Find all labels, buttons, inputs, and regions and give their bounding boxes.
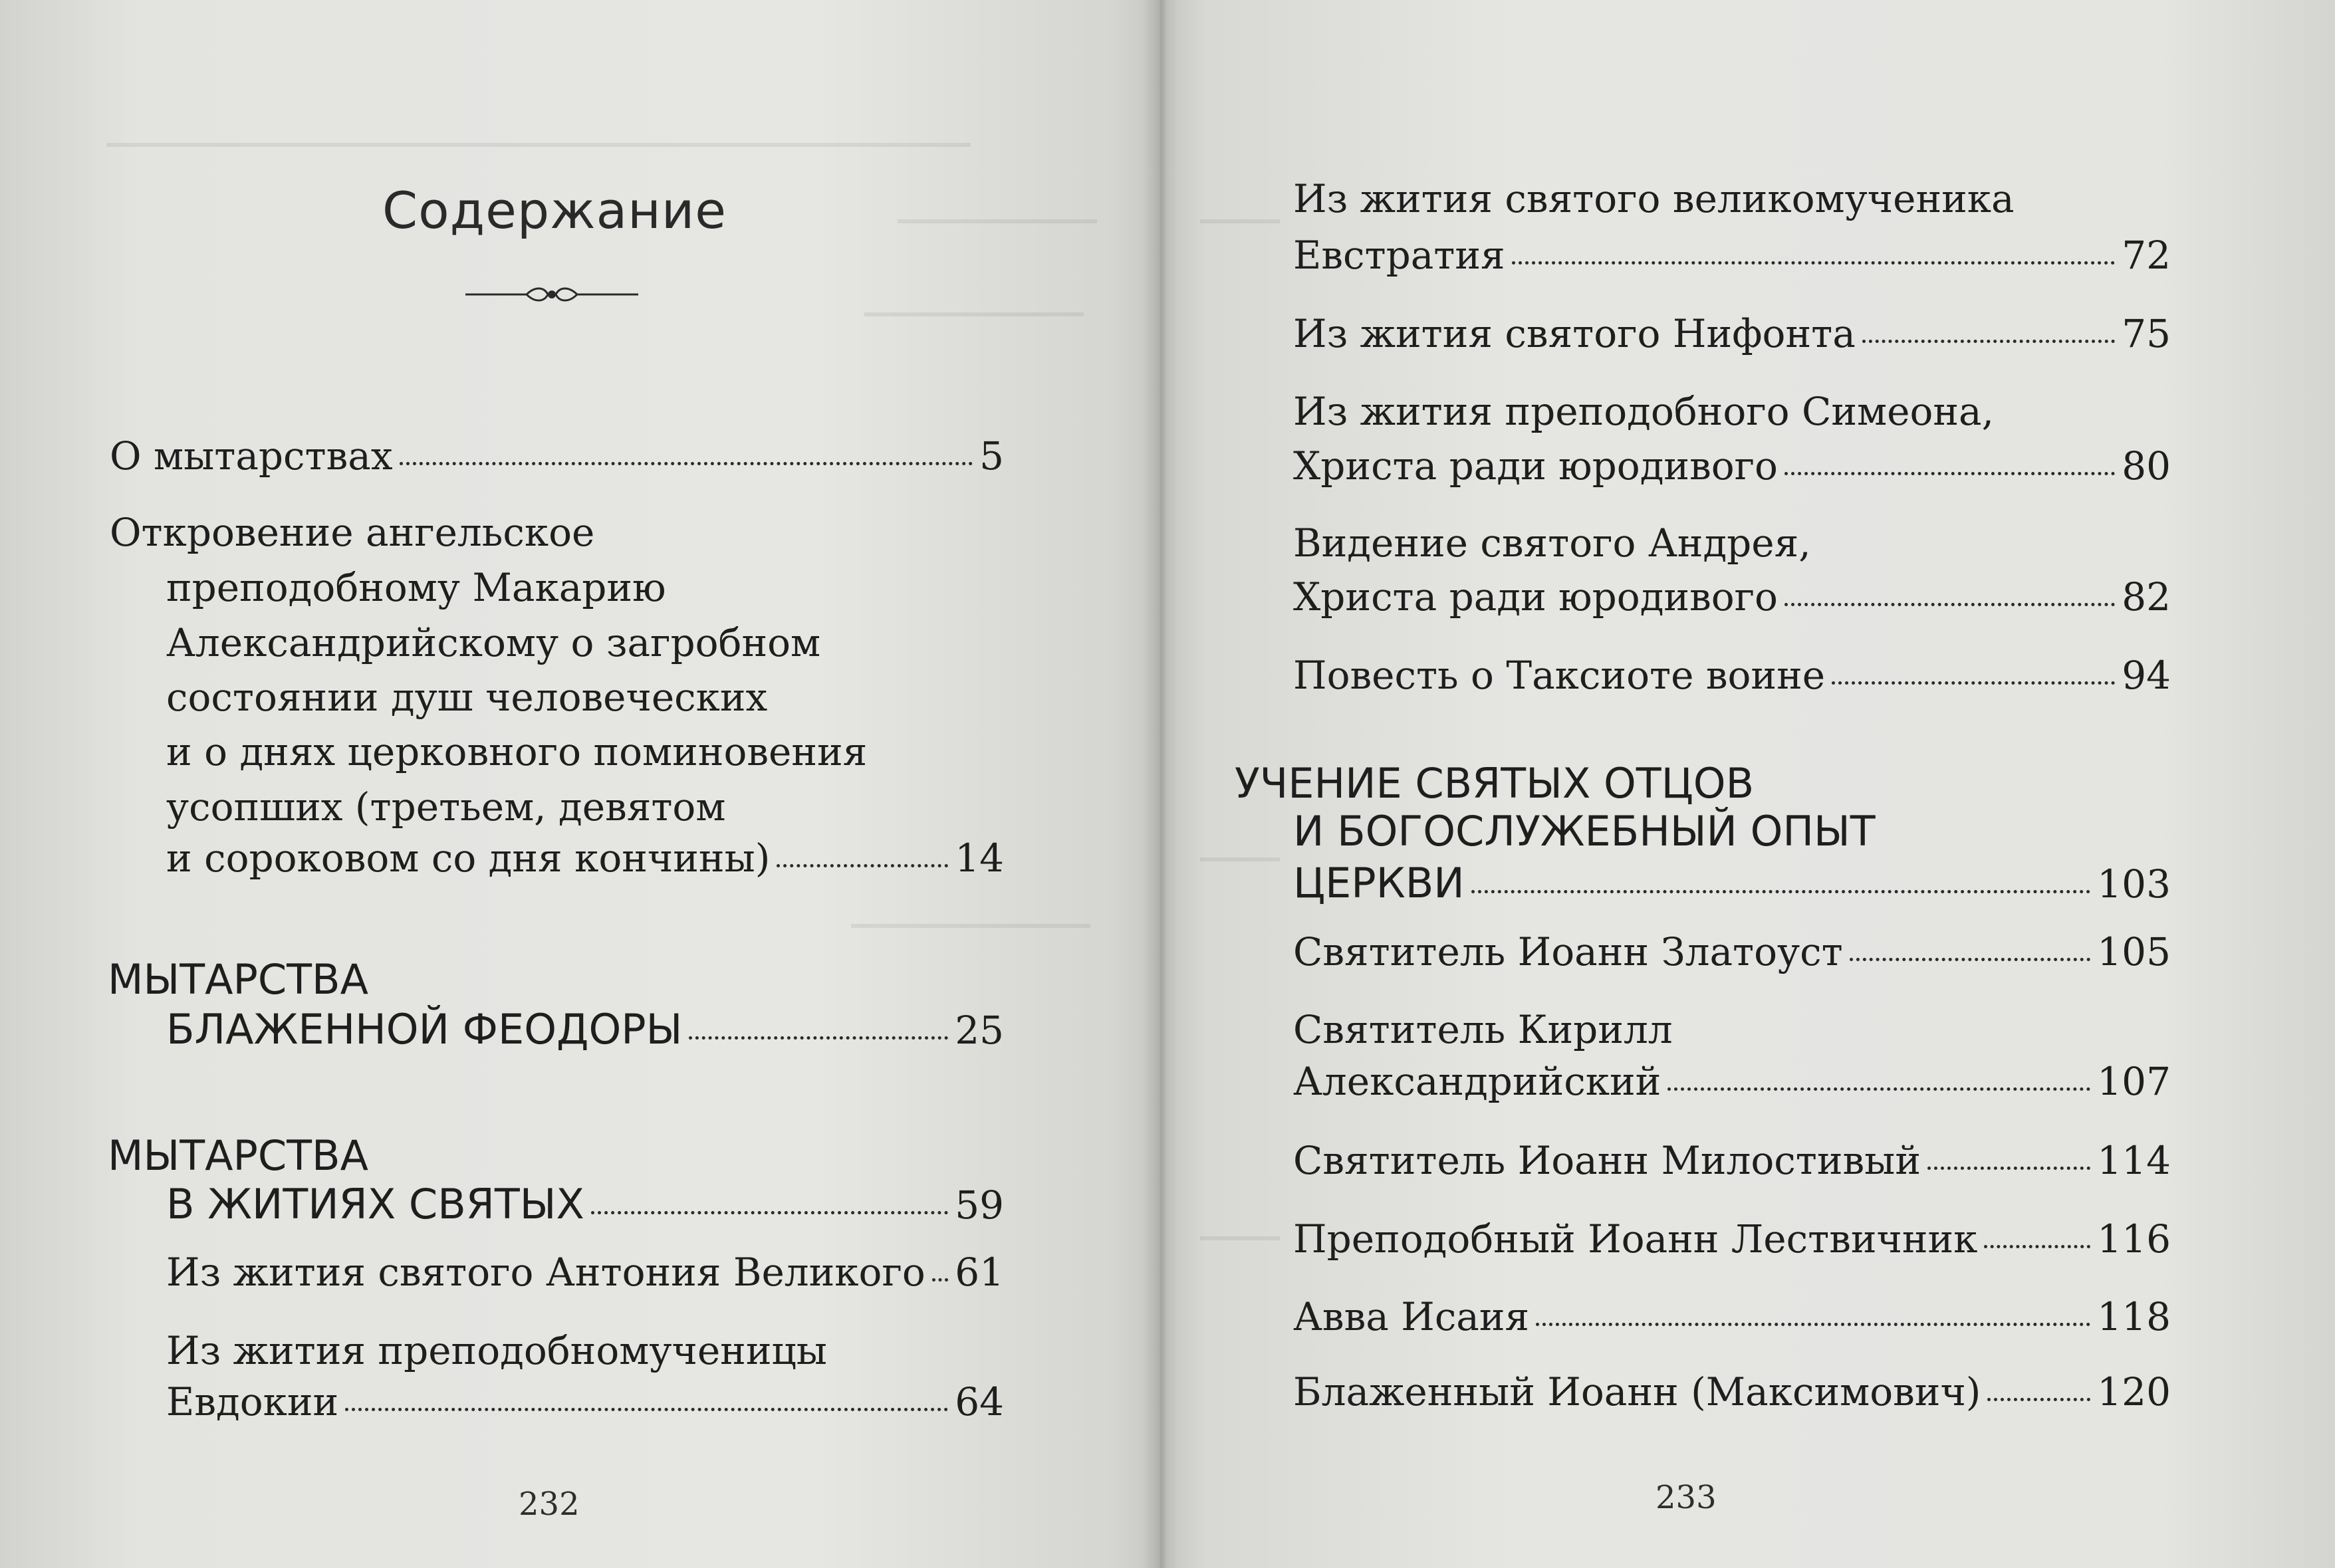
- toc-entry[interactable]: [1293, 859, 2171, 907]
- toc-entry[interactable]: [1293, 1216, 2171, 1262]
- dot-leader: [1862, 340, 2115, 343]
- entry-page-number: 94: [2122, 653, 2171, 698]
- dot-leader: [345, 1408, 948, 1411]
- show-through: [1200, 1236, 1280, 1240]
- toc-entry[interactable]: [1293, 1138, 2171, 1183]
- toc-entry[interactable]: [1293, 574, 2171, 619]
- entry-page-number: 5: [979, 433, 1004, 479]
- entry-page-number: 75: [2122, 311, 2171, 356]
- book-gutter: [1142, 0, 1178, 1568]
- dot-leader: [1784, 472, 2115, 475]
- entry-title-continued: Александрийский: [1293, 1059, 1661, 1104]
- dot-leader: [1850, 958, 2091, 961]
- dot-leader: [777, 864, 948, 867]
- toc-entry[interactable]: [1293, 311, 2171, 356]
- dot-leader: [1927, 1167, 2090, 1170]
- dot-leader: [1832, 681, 2115, 685]
- entry-title[interactable]: Видение святого Андрея,: [1293, 520, 1811, 566]
- entry-title: Из жития святого Нифонта: [1293, 311, 1856, 356]
- entry-page-number: 82: [2122, 574, 2171, 619]
- dot-leader: [1987, 1398, 2090, 1401]
- toc-entry[interactable]: [166, 1250, 1004, 1295]
- entry-title[interactable]: Святитель Кирилл: [1293, 1007, 1673, 1052]
- show-through: [1200, 219, 1280, 223]
- toc-entry[interactable]: [1293, 443, 2171, 489]
- show-through: [864, 312, 1084, 316]
- entry-page-number: 80: [2122, 443, 2171, 489]
- entry-page-number: 116: [2097, 1216, 2171, 1262]
- toc-entry[interactable]: [1293, 653, 2171, 698]
- toc-entry[interactable]: [1293, 233, 2171, 278]
- dot-leader: [932, 1278, 948, 1282]
- section-heading[interactable]: УЧЕНИЕ СВЯТЫХ ОТЦОВ: [1235, 759, 1755, 808]
- entry-page-number: 120: [2097, 1369, 2171, 1414]
- entry-title-continued: состоянии душ человеческих: [166, 675, 768, 720]
- toc-entry[interactable]: [1293, 1294, 2171, 1339]
- entry-title[interactable]: Из жития святого великомученика: [1293, 176, 2015, 221]
- entry-page-number: 14: [955, 836, 1004, 881]
- entry-page-number: 103: [2097, 861, 2171, 907]
- show-through: [898, 219, 1097, 223]
- entry-title: Из жития святого Антония Великого: [166, 1250, 925, 1295]
- dot-leader: [400, 462, 973, 465]
- section-heading-continued: В ЖИТИЯХ СВЯТЫХ: [166, 1180, 584, 1228]
- entry-title-continued: преподобному Макарию: [166, 565, 666, 610]
- entry-page-number: 59: [955, 1182, 1004, 1228]
- entry-page-number: 118: [2097, 1294, 2171, 1339]
- section-heading[interactable]: МЫТАРСТВА: [108, 955, 368, 1004]
- entry-page-number: 72: [2122, 233, 2171, 278]
- page-number-footer: 232: [519, 1486, 580, 1523]
- entry-title-continued: Александрийскому о загробном: [166, 620, 821, 665]
- toc-entry[interactable]: [166, 1005, 1004, 1054]
- entry-title: Повесть о Таксиоте воине: [1293, 653, 1826, 698]
- toc-entry[interactable]: [166, 1379, 1004, 1424]
- entry-title-continued: и сороковом со дня кончины): [166, 836, 771, 881]
- toc-entry[interactable]: [1293, 929, 2171, 974]
- entry-title: Авва Исаия: [1293, 1294, 1530, 1339]
- dot-leader: [591, 1211, 948, 1214]
- toc-entry[interactable]: [110, 433, 1004, 479]
- entry-title[interactable]: Из жития преподобного Симеона,: [1293, 389, 1995, 434]
- entry-title-continued: усопших (третьем, девятом: [166, 784, 726, 830]
- section-heading-continued: БЛАЖЕННОЙ ФЕОДОРЫ: [166, 1005, 683, 1054]
- section-heading[interactable]: МЫТАРСТВА: [108, 1131, 368, 1180]
- entry-title: О мытарствах: [110, 433, 393, 479]
- dot-leader: [689, 1036, 948, 1040]
- dot-leader: [1984, 1245, 2090, 1248]
- dot-leader: [1536, 1323, 2090, 1326]
- dot-leader: [1784, 603, 2115, 606]
- entry-title-continued: Христа ради юродивого: [1293, 443, 1778, 489]
- entry-title: Преподобный Иоанн Лествичник: [1293, 1216, 1978, 1262]
- entry-title[interactable]: Откровение ангельское: [110, 510, 595, 555]
- toc-entry[interactable]: [166, 1180, 1004, 1228]
- entry-title: Блаженный Иоанн (Максимович): [1293, 1369, 1981, 1414]
- entry-title[interactable]: Из жития преподобномученицы: [166, 1328, 827, 1373]
- page-title: Содержание: [382, 181, 727, 240]
- entry-page-number: 25: [955, 1008, 1004, 1053]
- right-page: [1160, 0, 2335, 1568]
- toc-entry[interactable]: [1293, 1369, 2171, 1414]
- entry-title-continued: и о днях церковного поминовения: [166, 729, 868, 774]
- left-page: [0, 0, 1160, 1568]
- toc-entry[interactable]: [1293, 1059, 2171, 1104]
- entry-page-number: 64: [955, 1379, 1004, 1424]
- entry-title: Святитель Иоанн Златоуст: [1293, 929, 1843, 974]
- entry-title-continued: Евстратия: [1293, 233, 1505, 278]
- entry-title-continued: Христа ради юродивого: [1293, 574, 1778, 619]
- show-through: [106, 143, 971, 147]
- entry-title-continued: Евдокии: [166, 1379, 339, 1424]
- entry-page-number: 107: [2097, 1059, 2171, 1104]
- entry-title: Святитель Иоанн Милостивый: [1293, 1138, 1921, 1183]
- entry-page-number: 61: [955, 1250, 1004, 1295]
- dot-leader: [1512, 261, 2116, 265]
- section-heading-continued: И БОГОСЛУЖЕБНЫЙ ОПЫТ: [1293, 807, 1876, 855]
- ornament-divider-icon: [465, 282, 638, 306]
- show-through: [1200, 857, 1280, 861]
- dot-leader: [1471, 890, 2091, 893]
- entry-page-number: 114: [2097, 1138, 2171, 1183]
- toc-entry[interactable]: [166, 836, 1004, 881]
- entry-page-number: 105: [2097, 929, 2171, 974]
- page-number-footer: 233: [1656, 1479, 1717, 1516]
- dot-leader: [1667, 1087, 2090, 1091]
- section-heading-continued: ЦЕРКВИ: [1293, 859, 1465, 907]
- show-through: [851, 924, 1090, 928]
